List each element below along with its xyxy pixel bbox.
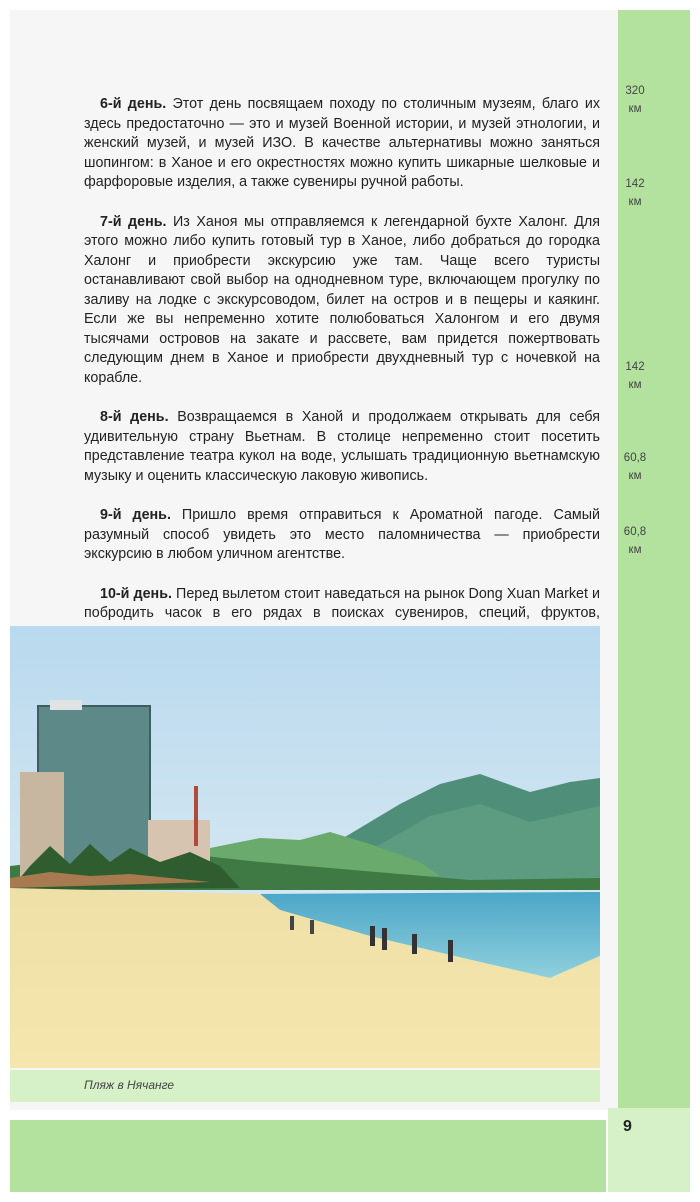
day-text: Возвращаемся в Ханой и продолжаем открывать для себя удивительную страну Вьетнам. В столице непременно стоит посетить представление театра кукол на воде, услышать традиционную вьетнамскую музыку и оценить классическую лаковую живопись. — [84, 409, 600, 484]
caption-bar — [10, 1070, 600, 1102]
photo-caption: Пляж в Нячанге — [84, 1078, 175, 1092]
distance-value: 320 — [625, 85, 645, 97]
margin-note — [618, 175, 652, 211]
margin-note — [618, 449, 652, 485]
day-text: Из Ханоя мы отправляемся к легендарной бухте Халонг. Для этого можно либо купить готовый тур в Ханое, либо добраться до городка Халонг и приобрести экскурсию уже там. Чаще всего туристы останавливают свой выбор на однодневном туре, включающем прогулку по заливу на лодке с экскурсоводом, билет на остров и в пещеры и каякинг. Если же вы непременно хотите полюбоваться Халонгом и его двумя тысячами островов на закате и рассвете, вам придется пожертвовать следующим днем в Ханое и приобрести двухдневный тур с ночевкой на корабле. — [84, 213, 600, 386]
page-number-box — [608, 1108, 690, 1192]
distance-unit: км — [628, 470, 642, 482]
page-number: 9 — [623, 1118, 632, 1135]
day-heading: 7-й день. — [100, 213, 167, 230]
distance-value: 60,8 — [623, 526, 647, 538]
day-paragraph — [84, 506, 600, 565]
day-heading: 8-й день. — [100, 409, 169, 425]
distance-unit: км — [628, 379, 642, 391]
distance-unit: км — [628, 103, 642, 115]
margin-note — [618, 358, 652, 394]
day-heading: 10-й день. — [100, 585, 172, 602]
day-text: Пришло время отправиться к Ароматной пагоде. Самый разумный способ увидеть это место паломничества — приобрести экскурсию в любом уличном агентстве. — [84, 507, 601, 562]
day-heading: 6-й день. — [100, 96, 167, 112]
bottom-decorative-bar — [10, 1120, 606, 1192]
margin-note — [618, 523, 652, 559]
distance-value: 142 — [625, 361, 645, 373]
day-heading: 9-й день. — [100, 507, 171, 523]
itinerary-text — [84, 95, 600, 663]
day-text: Перед вылетом стоит наведаться на рынок Dong Xuan Market и побродить часок в его рядах в поисках сувениров, специй, фруктов, — [84, 585, 600, 621]
day-text: Этот день посвящаем походу по столичным музеям, благо их здесь предостаточно — это и музей Военной истории, и музей этнологии, и женский музей, и музей ИЗО. В качестве альтернативы можно заняться шопингом: в Ханое и его окрестностях можно купить шикарные шелковые и фарфоровые изделия, а также сувениры ручной работы. — [84, 96, 600, 190]
beach-photo — [10, 626, 600, 1068]
day-paragraph — [84, 408, 600, 486]
margin-note — [618, 82, 652, 118]
day-paragraph — [84, 95, 600, 193]
distance-value: 60,8 — [623, 452, 647, 464]
distance-unit: км — [628, 544, 642, 556]
distance-value: 142 — [625, 178, 645, 190]
distance-unit: км — [628, 196, 642, 208]
day-paragraph — [84, 213, 600, 389]
